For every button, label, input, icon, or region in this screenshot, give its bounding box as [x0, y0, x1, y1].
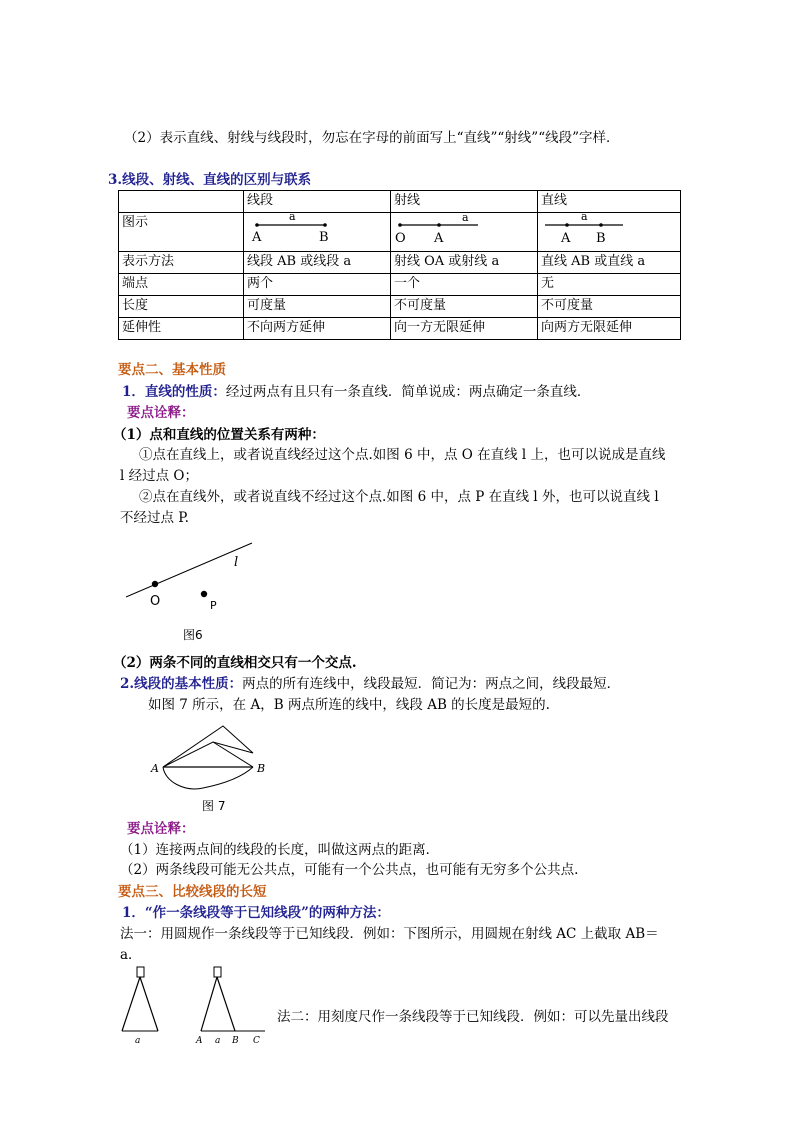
ray-label-O: O [395, 231, 406, 246]
table-row [119, 296, 681, 318]
explain-label-1: 要点诠释： [127, 405, 195, 421]
compass-1-leg-left [122, 977, 140, 1031]
segment-label-A: A [252, 230, 262, 245]
polyline-path [163, 726, 253, 767]
table-cell: 无 [538, 274, 681, 296]
item-1-label: 1．直线的性质： [122, 384, 226, 400]
label-l: l [234, 555, 239, 570]
line-l [126, 543, 252, 597]
table-header-cell: 直线 [538, 191, 681, 213]
label-p: P [210, 599, 217, 612]
label-b: B [257, 762, 266, 775]
ray-endpoint [398, 223, 402, 227]
compass-2-leg-left [201, 977, 217, 1031]
method-1-line-1: 法一：用圆规作一条线段等于已知线段．例如：下图所示，用圆规在射线 AC 上截取 AB＝ [120, 926, 659, 942]
table-header-cell [119, 191, 244, 213]
figure-7 [145, 716, 275, 816]
polyline-segment [213, 742, 253, 767]
table-cell: 向一方无限延伸 [391, 318, 538, 340]
item-2-label: 2.线段的基本性质： [120, 676, 243, 692]
label-a-2: a [215, 1036, 221, 1046]
sub-1-b-line-2: 不经过点 P. [120, 510, 189, 526]
line-label-A: A [561, 231, 571, 246]
figure-6 [120, 536, 270, 646]
table-figure-row [119, 213, 681, 252]
table-cell: 可度量 [244, 296, 391, 318]
table-cell: 延伸性 [119, 318, 244, 340]
sub-1-b-line-1: ②点在直线外，或者说直线不经过这个点.如图 6 中，点 P 在直线 l 外，也可以说直线 l [139, 489, 659, 505]
line-label-B: B [596, 231, 606, 246]
table-cell: 两个 [244, 274, 391, 296]
line-figure-cell [538, 213, 681, 252]
segment-endpoint-a [255, 223, 259, 227]
label-a: A [151, 762, 159, 775]
table-cell: 直线 AB 或直线 a [538, 252, 681, 274]
table-cell: 端点 [119, 274, 244, 296]
table-cell [119, 213, 244, 252]
table-row [119, 318, 681, 340]
segment-figure-cell [244, 213, 391, 252]
note-2: （2）表示直线、射线与线段时，勿忘在字母的前面写上“直线”“射线”“线段”字样． [124, 130, 620, 146]
table-header-cell: 射线 [391, 191, 538, 213]
explain-label-2: 要点诠释： [127, 821, 195, 837]
point-3-item-1-title: 1．“作一条线段等于已知线段”的两种方法： [122, 905, 390, 921]
table-cell: 线段 AB 或线段 a [244, 252, 391, 274]
ray-label-A: A [434, 231, 444, 246]
item-2-text: 两点的所有连线中，线段最短．简记为：两点之间，线段最短． [242, 676, 621, 692]
label-B: B [232, 1036, 239, 1046]
table-row [119, 252, 681, 274]
explain-2-item-1: （1）连接两点间的线段的长度，叫做这两点的距离． [120, 842, 440, 858]
explain-2-item-2: （2）两条线段可能无公共点，可能有一个公共点，也可能有无穷多个公共点. [120, 862, 579, 878]
figure-label: 图示 [122, 215, 149, 230]
compass-1-handle [137, 967, 144, 977]
ray-point-a [437, 223, 441, 227]
table-header-row [119, 191, 681, 213]
ray-label-a: a [462, 214, 469, 224]
method-1-line-2: a． [120, 947, 142, 963]
table-cell: 向两方无限延伸 [538, 318, 681, 340]
compass-figure [115, 963, 275, 1048]
method-2: 法二：用刻度尺作一条线段等于已知线段．例如：可以先量出线段 [277, 1009, 669, 1025]
point-2-item-2 [120, 676, 620, 693]
ray-figure-cell [391, 213, 538, 252]
figure-7-caption: 图 7 [202, 799, 226, 813]
sub-1-a-line-1: ①点在直线上，或者说直线经过这个点.如图 6 中，点 O 在直线 l 上，也可以说成是直线 [139, 447, 666, 463]
label-C: C [253, 1036, 260, 1046]
segment-endpoint-b [323, 223, 327, 227]
curve-path [163, 767, 253, 789]
segment-label-B: B [319, 230, 329, 245]
point-2-item-1 [122, 384, 590, 401]
table-header-cell: 线段 [244, 191, 391, 213]
table-cell: 表示方法 [119, 252, 244, 274]
line-point-a [565, 223, 569, 227]
table-cell: 一个 [391, 274, 538, 296]
compass-2-handle [214, 967, 221, 977]
segment-label-a: a [289, 214, 296, 223]
point-p [201, 591, 207, 597]
item-2-example: 如图 7 所示，在 A，B 两点所连的线中，线段 AB 的长度是最短的. [148, 697, 550, 713]
section-3-title: 3.线段、射线、直线的区别与联系 [108, 172, 312, 188]
line-point-b [599, 223, 603, 227]
compass-2-leg-right [217, 977, 235, 1031]
sub-1-title: （1）点和直线的位置关系有两种： [113, 427, 325, 443]
point-o [152, 581, 158, 587]
table-cell: 长度 [119, 296, 244, 318]
table-cell: 不可度量 [538, 296, 681, 318]
label-A: A [196, 1036, 203, 1046]
line-label-a: a [581, 214, 588, 223]
item-1-text: 经过两点有且只有一条直线．简单说成：两点确定一条直线． [225, 384, 591, 400]
table-cell: 不可度量 [391, 296, 538, 318]
ray-figure [394, 214, 530, 250]
sub-2-title: （2）两条不同的直线相交只有一个交点. [113, 655, 357, 671]
point-2-title: 要点二、基本性质 [118, 362, 226, 378]
compass-1-leg-right [140, 977, 158, 1031]
comparison-table [118, 190, 681, 340]
label-o: O [150, 594, 161, 609]
table-cell: 射线 OA 或射线 a [391, 252, 538, 274]
line-figure [541, 214, 677, 250]
sub-1-a-line-2: l 经过点 O； [120, 468, 198, 484]
figure-6-caption: 图6 [183, 628, 203, 642]
table-cell: 不向两方延伸 [244, 318, 391, 340]
segment-figure [247, 214, 383, 250]
point-3-title: 要点三、比较线段的长短 [118, 884, 267, 900]
compass-1-label-a: a [135, 1036, 141, 1046]
table-row [119, 274, 681, 296]
